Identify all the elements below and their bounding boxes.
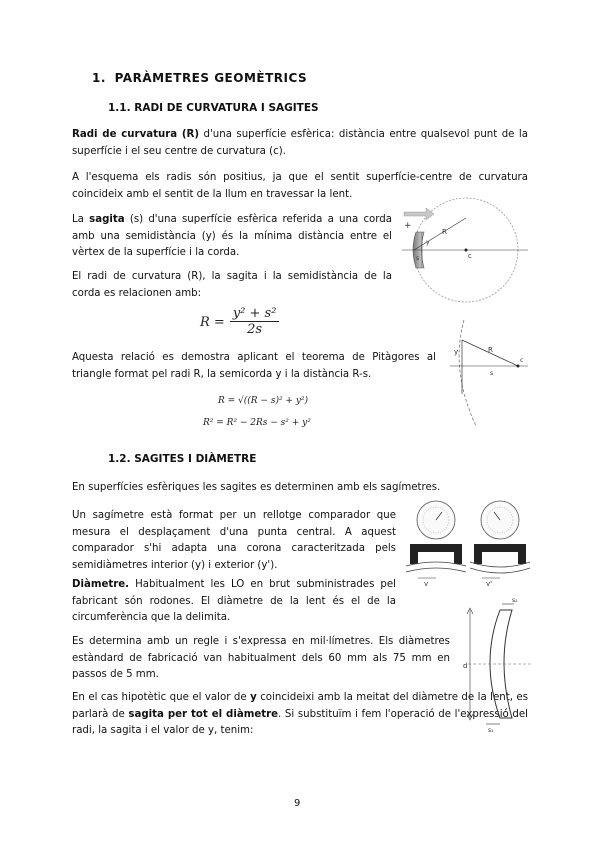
- c-label: c: [520, 357, 524, 364]
- formula-lhs: R =: [200, 314, 225, 330]
- semichord-label: y: [426, 239, 430, 246]
- case-intro: En el cas hipotètic que el valor de: [72, 692, 251, 703]
- case-end: . Si substituïm i fem l'operació de l'expressió del radi, la sagita i el valor de y, tenim:: [72, 708, 528, 736]
- formula-numerator: y² + s²: [230, 306, 280, 322]
- corona-right: [474, 544, 526, 552]
- sagitta-label: s: [416, 255, 420, 262]
- subsection-heading-radius: 1.1. RADI DE CURVATURA I SAGITES: [108, 102, 319, 114]
- corona-right-leg-b: [518, 552, 526, 564]
- subsection-heading-diameter: 1.2. SAGITES I DIÀMETRE: [108, 453, 257, 465]
- radius-formula: [200, 306, 279, 338]
- formula-fraction: [230, 306, 280, 338]
- case-y-variable: y: [250, 692, 257, 703]
- sagimeter-intro-paragraph: En superfícies esfèriques les sagites es determinen amb els sagímetres.: [72, 482, 441, 493]
- diameter-term: Diàmetre.: [72, 579, 130, 590]
- pythagoras-paragraph: Aquesta relació es demostra aplicant el teorema de Pitàgores al triangle format pel radi R, la semicorda y i la distància R-s.: [72, 352, 436, 380]
- sagimeter-description-paragraph: Un sagímetre està format per un rellotge comparador que mesura el desplaçament d'una punta central. A aquest comparador s'hi adapta una corona caracteritzada pels semidiàmetres interior (y) i exterior (y').: [72, 510, 396, 571]
- positive-radii-paragraph: A l'esquema els radis són positius, ja que el sentit superfície-centre de curvatura coincideix amb el sentit de la llum en travessar la lent.: [72, 172, 528, 200]
- d-label: d: [463, 662, 468, 670]
- radius-sqrt-formula: R = √((R − s)² + y²): [218, 396, 309, 406]
- corona-left-leg-a: [410, 552, 418, 564]
- lens-diameter-diagram: [462, 596, 536, 734]
- radius-label: R: [442, 228, 447, 236]
- diameter-definition-text: Habitualment les LO en brut subministrades pel fabricant són rodones. El diàmetre de la lent és el de la circumferència que la delimita.: [72, 579, 396, 623]
- section-title: PARÀMETRES GEOMÈTRICS: [114, 71, 308, 85]
- lens-right-curve-b: [470, 568, 530, 573]
- y-label: y: [454, 348, 459, 356]
- sagimeter-diagram: [402, 500, 534, 586]
- r-label: R: [488, 346, 493, 354]
- section-heading: [92, 71, 307, 85]
- radius-term: Radi de curvatura (R): [72, 129, 200, 140]
- full-diameter-sagitta-term: sagita per tot el diàmetre: [128, 708, 279, 720]
- y-left-label: y: [424, 580, 429, 586]
- sagitta-intro: La: [72, 214, 90, 225]
- plus-sign-label: +: [404, 221, 412, 231]
- s-label: s: [490, 370, 494, 377]
- formula-denominator: 2s: [247, 322, 263, 337]
- s2-label: s₂: [512, 597, 518, 604]
- sagitta-definition-paragraph: [72, 212, 392, 262]
- corona-left-leg-b: [454, 552, 462, 564]
- light-direction-arrow-icon: [404, 208, 434, 220]
- diameter-definition-paragraph: [72, 577, 396, 627]
- center-label: c: [468, 252, 472, 260]
- radius-squared-formula: R² = R² − 2Rs − s² + y²: [203, 418, 311, 428]
- page-number: 9: [294, 798, 301, 809]
- full-diameter-sagitta-paragraph: [72, 690, 528, 740]
- y-prime-label: y': [486, 580, 493, 586]
- radius-definition-text: d'una superfície esfèrica: distància entre qualsevol punt de la superfície i el seu centre de curvatura (c).: [72, 129, 528, 157]
- case-middle: coincideixi amb la meitat del diàmetre de la lent, es parlarà de: [72, 692, 528, 720]
- pythagoras-diagram: [440, 318, 532, 428]
- sagitta-definition-text: (s) d'una superfície esfèrica referida a una corda amb una semidistància (y) és la mínima distància entre el vèrtex de la superfície i la corda.: [72, 214, 392, 258]
- lens-left-curve-b: [406, 568, 466, 572]
- radius-definition-paragraph: [72, 127, 528, 160]
- sphere-sagitta-diagram: [400, 196, 530, 308]
- s1-label: s₁: [488, 727, 494, 734]
- center-dot: [517, 365, 520, 368]
- section-number: 1.: [92, 71, 106, 85]
- corona-right-leg-a: [474, 552, 482, 564]
- sagitta-term: sagita: [89, 214, 125, 225]
- diameter-measurement-paragraph: Es determina amb un regle i s'expressa en mil·límetres. Els diàmetres estàndard de fabricació van habitualment dels 60 mm als 75 mm en passos de 5 mm.: [72, 636, 450, 680]
- relation-paragraph: El radi de curvatura (R), la sagita i la semidistància de la corda es relacionen amb:: [72, 271, 392, 299]
- corona-left: [410, 544, 462, 552]
- arc-curve: [459, 320, 476, 426]
